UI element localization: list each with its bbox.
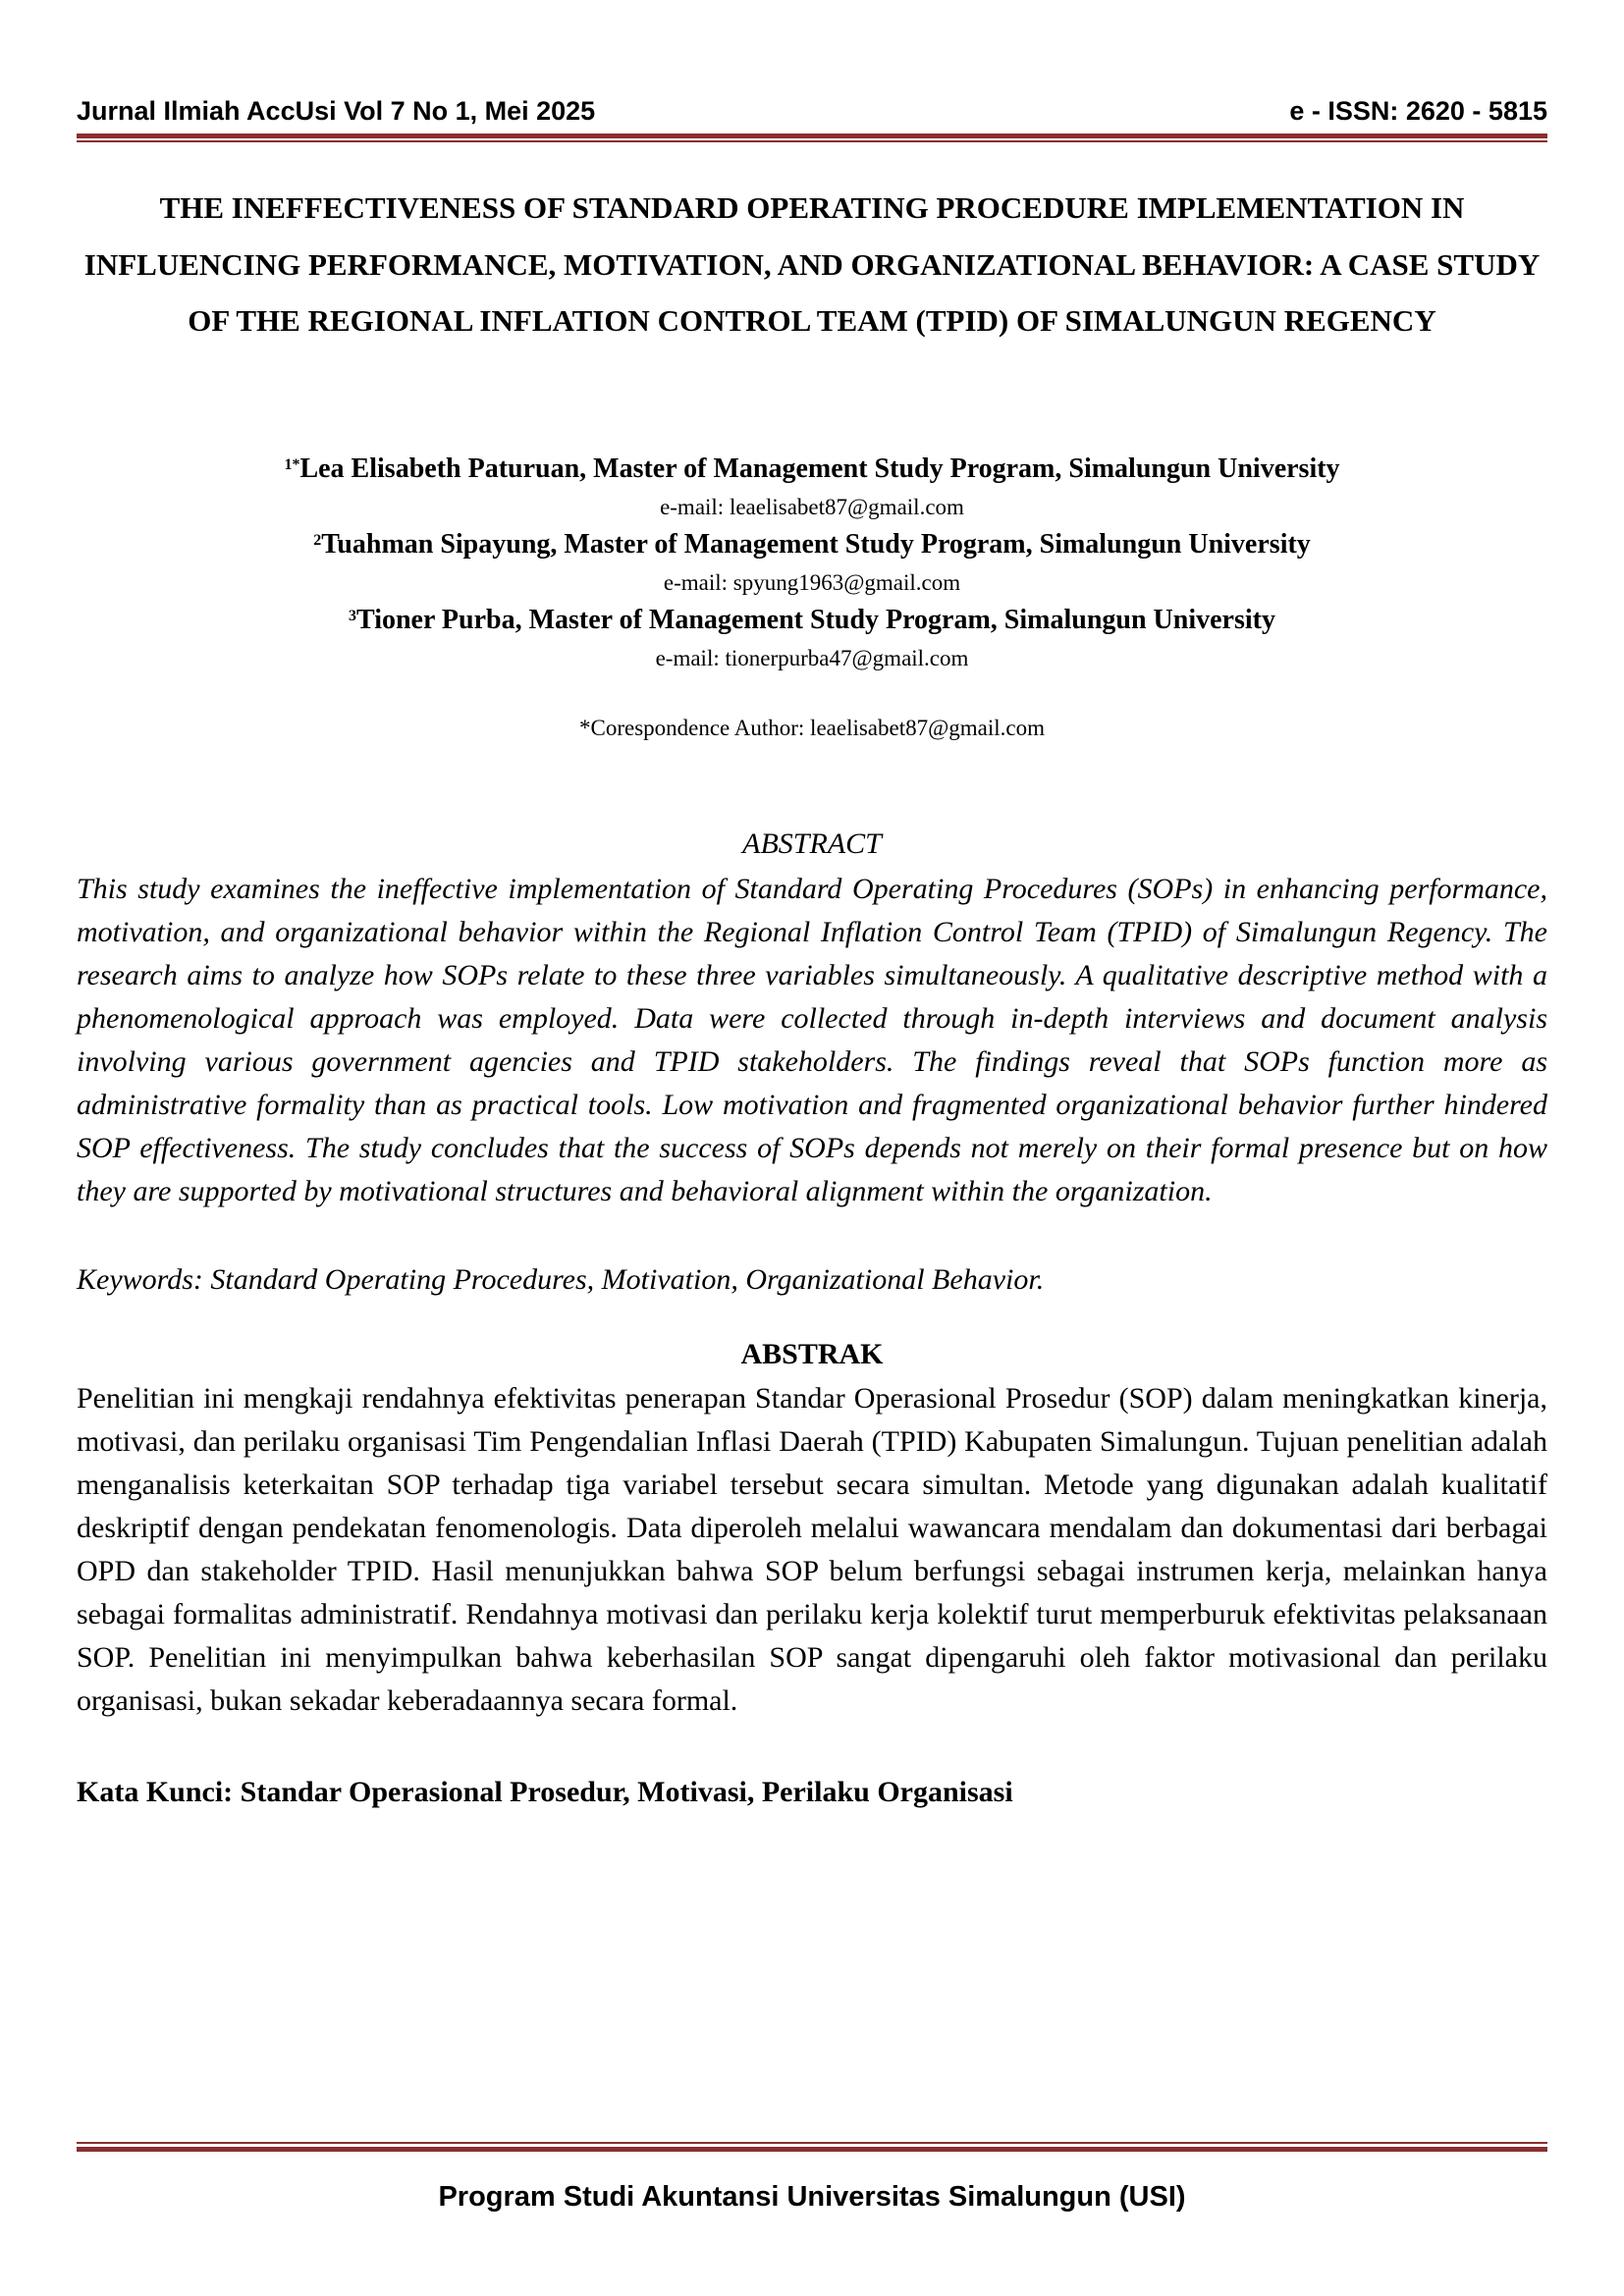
issn-number: e - ISSN: 2620 - 5815 xyxy=(1289,96,1547,126)
abstract-heading: ABSTRACT xyxy=(742,828,882,860)
footer-rule-thin xyxy=(77,2142,1547,2144)
abstrak-keywords: Kata Kunci: Standar Operasional Prosedur, Motivasi, Perilaku Organisasi xyxy=(77,1776,1013,1808)
author-3-name xyxy=(77,601,1547,640)
author-3-email: e-mail: tionerpurba47@gmail.com xyxy=(655,646,969,670)
header-rule-thick xyxy=(77,133,1547,138)
author-1-name xyxy=(77,450,1547,489)
author-2-email: e-mail: spyung1963@gmail.com xyxy=(663,570,961,595)
abstract-keywords: Keywords: Standard Operating Procedures, Motivation, Organizational Behavior. xyxy=(77,1263,1045,1296)
author-3-affil-mark: 3 xyxy=(349,608,357,624)
journal-name: Jurnal Ilmiah AccUsi Vol 7 No 1, Mei 2025 xyxy=(77,96,596,126)
author-1-text: Lea Elisabeth Paturuan, Master of Management Study Program, Simalungun University xyxy=(299,454,1340,484)
author-2-affil-mark: 2 xyxy=(313,532,322,549)
abstract-body: This study examines the ineffective implementation of Standard Operating Procedures (SOPs) in enhancing performance, motivation, and organizational behavior within the Regional Inflation Control Team (TPID) of Simalungun Regency. The research aims to analyze how SOPs relate to these three variables simultaneously. A qualitative descriptive method with a phenomenological approach was employed. Data were collected through in-depth interviews and document analysis involving various government agencies and TPID stakeholders. The findings reveal that SOPs function more as administrative formality than as practical tools. Low motivation and fragmented organizational behavior further hindered SOP effectiveness. The study concludes that the success of SOPs depends not merely on their formal presence but on how they are supported by motivational structures and behavioral alignment within the organization. xyxy=(77,873,1547,1207)
paper-title: THE INEFFECTIVENESS OF STANDARD OPERATING PROCEDURE IMPLEMENTATION IN INFLUENCING PERFORMANCE, MOTIVATION, AND ORGANIZATIONAL BEHAVIOR: A CASE STUDY OF THE REGIONAL INFLATION CONTROL TEAM (TPID) OF SIMALUNGUN REGENCY xyxy=(83,190,1541,338)
author-1-email: e-mail: leaelisabet87@gmail.com xyxy=(660,495,964,519)
abstrak-body: Penelitian ini mengkaji rendahnya efektivitas penerapan Standar Operasional Prosedur (SOP) dalam meningkatkan kinerja, motivasi, dan perilaku organisasi Tim Pengendalian Inflasi Daerah (TPID) Kabupaten Simalungun. Tujuan penelitian adalah menganalisis keterkaitan SOP terhadap tiga variabel tersebut secara simultan. Metode yang digunakan adalah kualitatif deskriptif dengan pendekatan fenomenologis. Data diperoleh melalui wawancara mendalam dan dokumentasi dari berbagai OPD dan stakeholder TPID. Hasil menunjukkan bahwa SOP belum berfungsi sebagai instrumen kerja, melainkan hanya sebagai formalitas administratif. Rendahnya motivasi dan perilaku kerja kolektif turut memperburuk efektivitas pelaksanaan SOP. Penelitian ini menyimpulkan bahwa keberhasilan SOP sangat dipengaruhi oleh faktor motivasional dan perilaku organisasi, bukan sekadar keberadaannya secara formal. xyxy=(77,1382,1547,1717)
author-3-text: Tioner Purba, Master of Management Study Program, Simalungun University xyxy=(356,605,1275,635)
author-block xyxy=(77,450,1547,743)
correspondence-note: *Corespondence Author: leaelisabet87@gmail.com xyxy=(578,716,1046,740)
author-2-text: Tuahman Sipayung, Master of Management Study Program, Simalungun University xyxy=(321,529,1311,560)
author-2-name xyxy=(77,525,1547,564)
abstrak-heading: ABSTRAK xyxy=(740,1338,884,1370)
footer-rule-thick xyxy=(77,2147,1547,2152)
header-rule-thin xyxy=(77,140,1547,142)
page-footer: Program Studi Akuntansi Universitas Simalungun (USI) xyxy=(438,2181,1186,2213)
author-1-affil-mark: 1* xyxy=(284,456,300,473)
running-header xyxy=(77,96,1547,127)
